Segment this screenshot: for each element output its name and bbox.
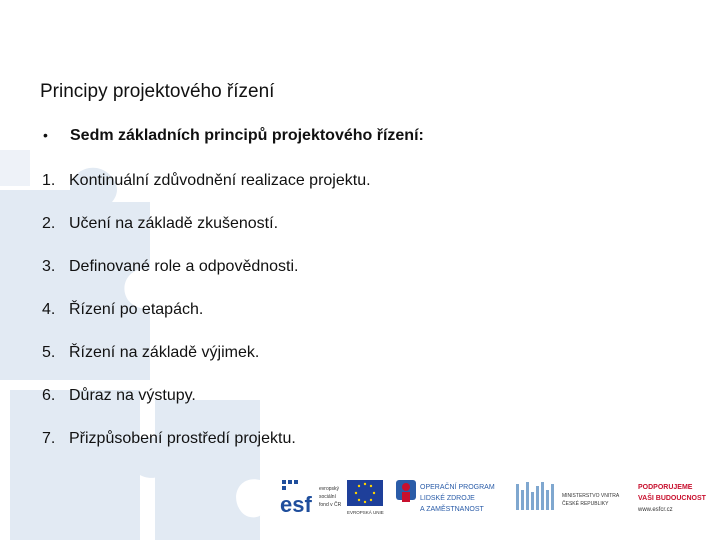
- op-lzz-logo: [396, 480, 495, 513]
- op-line: OPERAČNÍ PROGRAM: [420, 484, 495, 491]
- list-item-text: Učení na základě zkušeností.: [69, 215, 279, 232]
- list-item: [42, 258, 299, 276]
- list-item: [42, 430, 296, 448]
- esf-caption-line: sociální: [319, 494, 336, 500]
- list-item: [42, 172, 371, 190]
- list-item: [42, 387, 196, 405]
- slogan-logo: [637, 484, 707, 513]
- list-item-text: Kontinuální zdůvodnění realizace projektu.: [69, 172, 371, 189]
- op-line: LIDSKÉ ZDROJE: [420, 495, 475, 502]
- bullet-intro: [43, 127, 424, 145]
- bullet-dot-icon: •: [43, 127, 48, 143]
- bullet-intro-text: Sedm základních principů projektového řízení:: [70, 127, 424, 144]
- list-item: [42, 344, 259, 362]
- esf-mark-text: esf: [280, 492, 312, 517]
- list-item-number: 6.: [42, 387, 56, 404]
- footer-logos: [278, 476, 718, 518]
- list-item-number: 1.: [42, 172, 56, 189]
- esf-logo: [280, 478, 342, 517]
- ministry-logo: [516, 482, 620, 510]
- list-item: [42, 215, 278, 233]
- slogan-line: PODPORUJEME: [638, 484, 693, 491]
- ministry-line: ČESKÉ REPUBLIKY: [562, 501, 609, 507]
- list-item-number: 3.: [42, 258, 56, 275]
- ministry-line: MINISTERSTVO VNITRA: [562, 493, 620, 499]
- esf-caption-line: fond v ČR: [319, 502, 342, 508]
- slide-title: Principy projektového řízení: [40, 81, 275, 102]
- list-item-text: Řízení na základě výjimek.: [69, 344, 260, 361]
- eu-caption: EVROPSKÁ UNIE: [347, 510, 384, 515]
- slogan-line: VAŠI BUDOUCNOST: [638, 495, 706, 502]
- op-line: A ZAMĚSTNANOST: [420, 506, 484, 513]
- list-item-text: Důraz na výstupy.: [69, 387, 196, 404]
- list-item-number: 7.: [42, 430, 56, 447]
- list-item-text: Definované role a odpovědnosti.: [69, 258, 299, 275]
- list-item-number: 5.: [42, 344, 56, 361]
- list-item-text: Řízení po etapách.: [69, 301, 204, 318]
- slogan-url: www.esfcr.cz: [638, 507, 673, 513]
- list-item-number: 2.: [42, 215, 56, 232]
- list-item: [42, 301, 203, 319]
- list-item-text: Přizpůsobení prostředí projektu.: [69, 430, 296, 447]
- esf-caption-line: evropský: [319, 486, 340, 492]
- eu-flag-logo: [347, 480, 384, 515]
- list-item-number: 4.: [42, 301, 56, 318]
